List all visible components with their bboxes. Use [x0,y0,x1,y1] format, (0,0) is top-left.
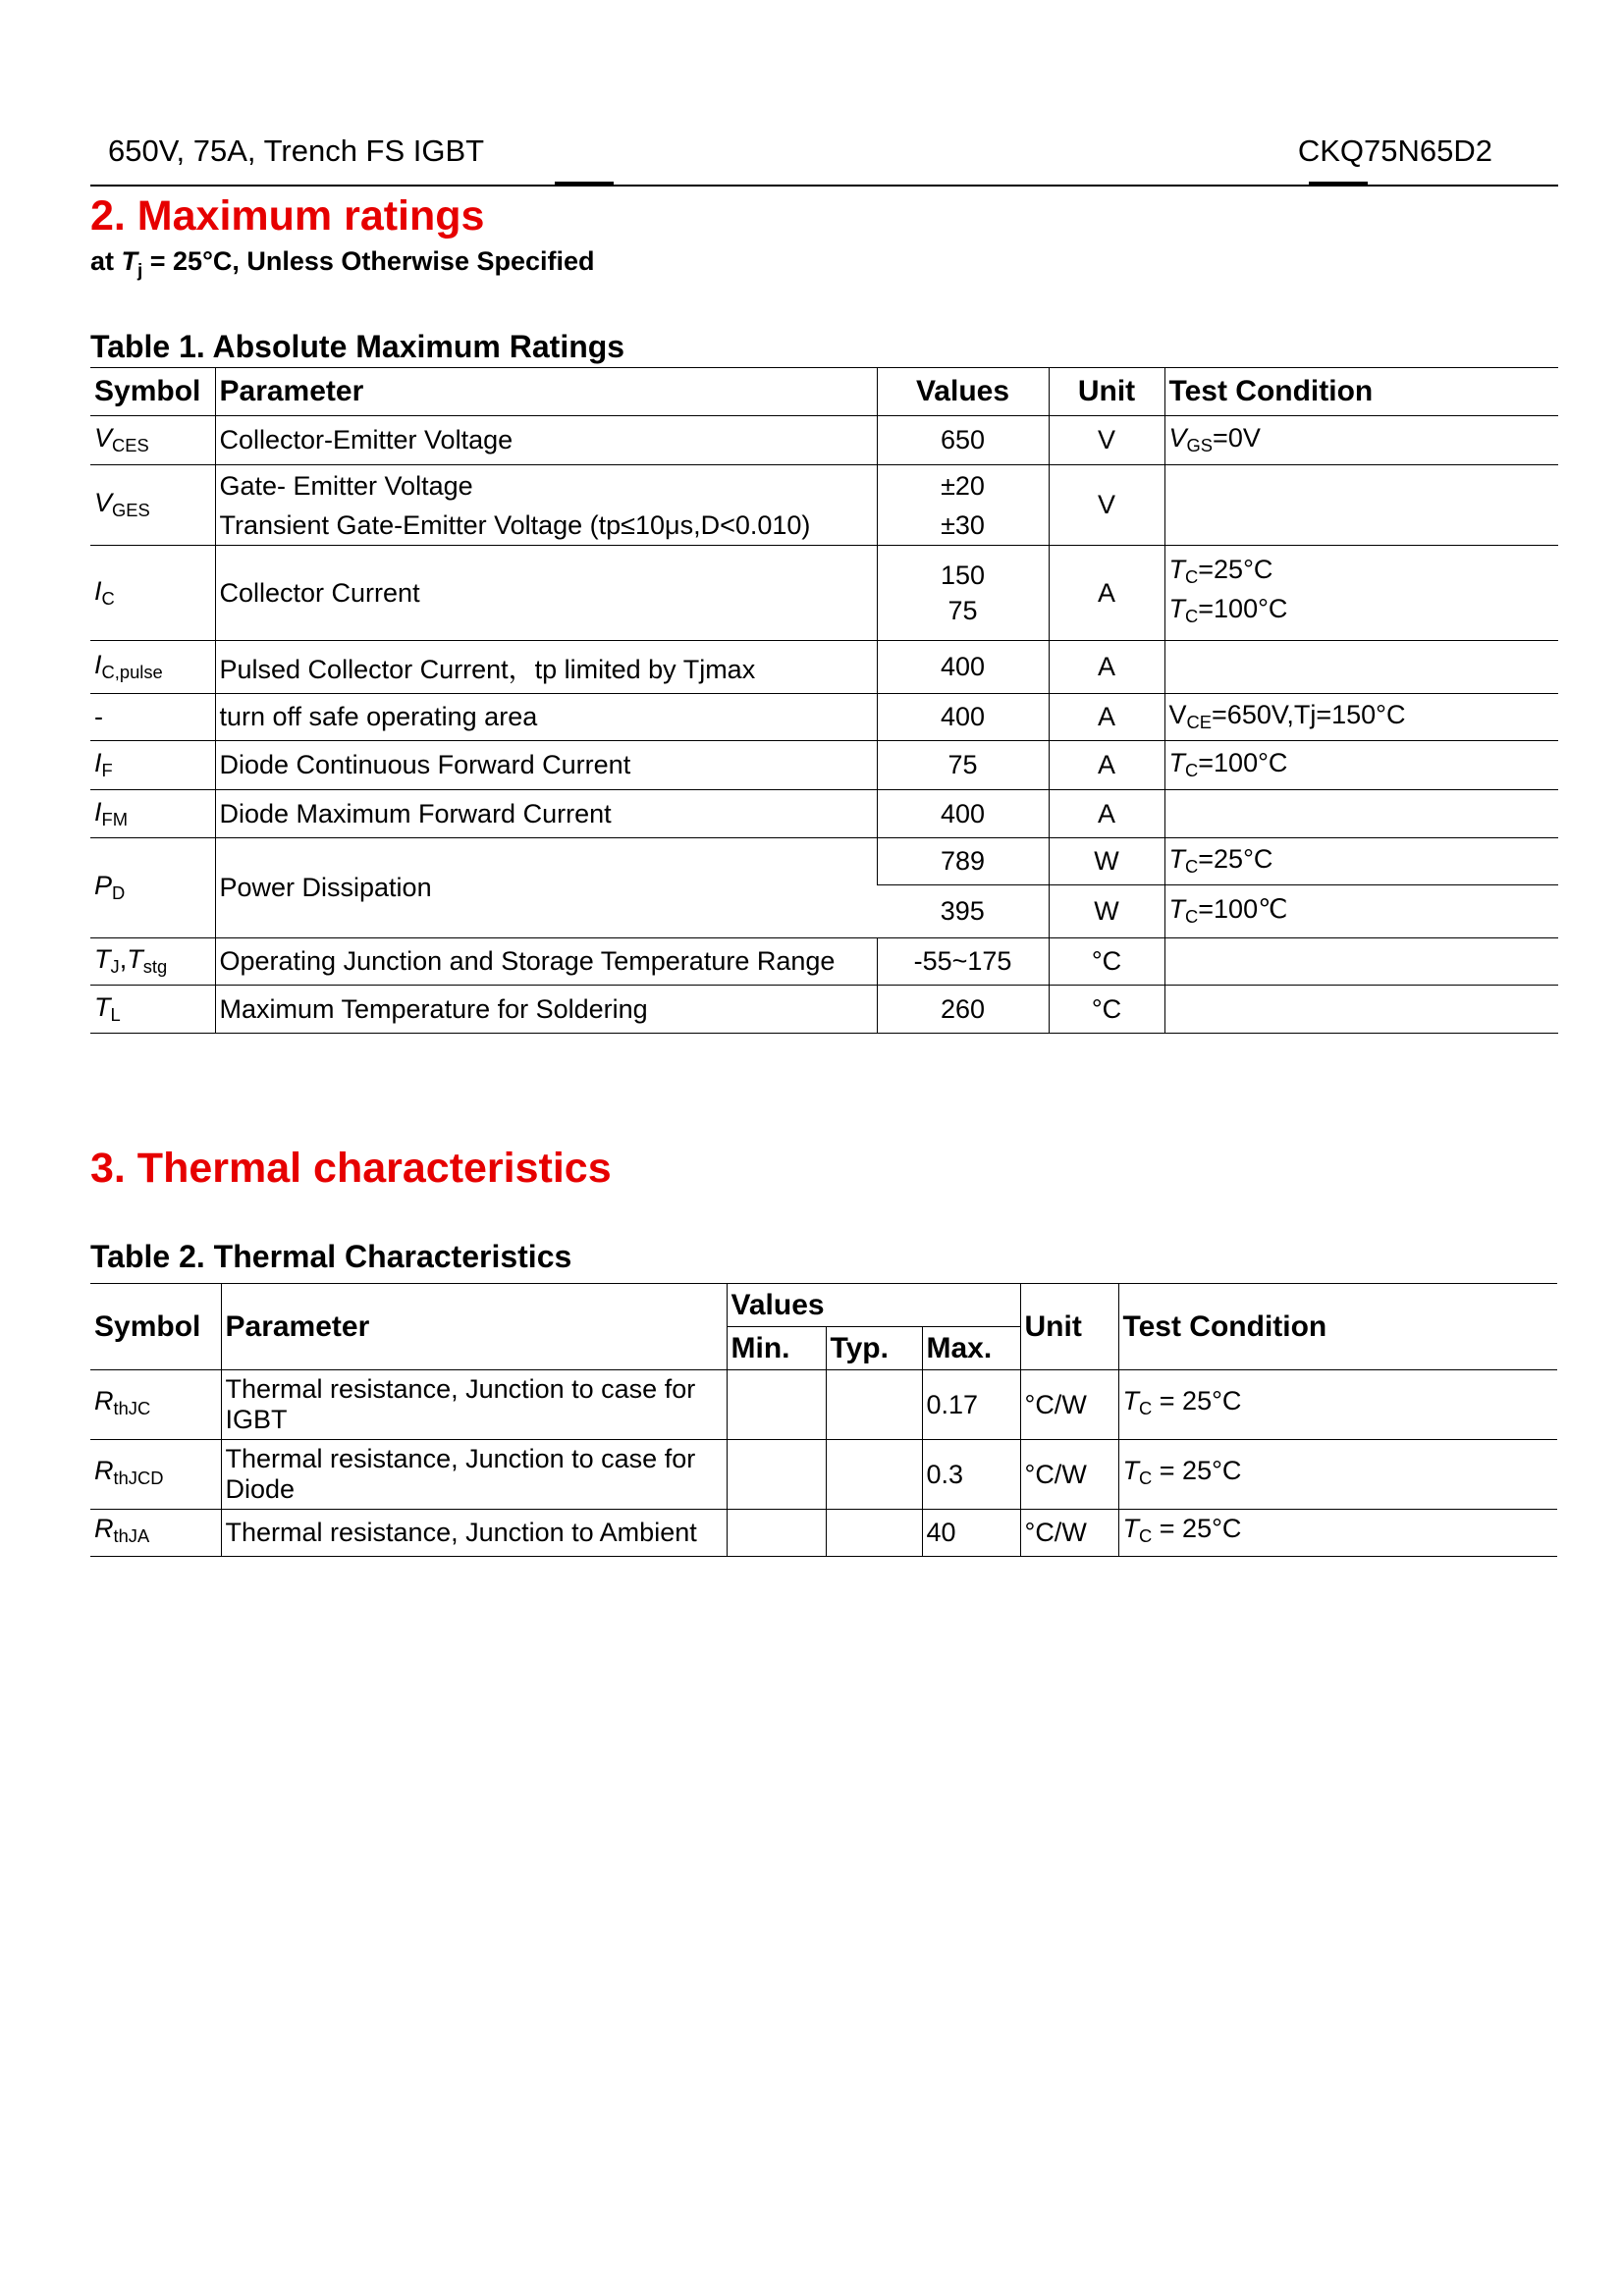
value-cell: ±20 ±30 [877,465,1049,546]
table-row [90,938,1558,986]
part-number: CKQ75N65D2 [1297,133,1492,168]
header-parameter: Parameter [215,368,877,416]
section-title-thermal-characteristics: 3. Thermal characteristics [90,1145,612,1192]
max-cell: 40 [922,1510,1020,1557]
table-row [90,416,1558,465]
absolute-maximum-ratings-table [90,367,1558,1034]
value-cell: 650 [877,416,1049,465]
header-values: Values [727,1284,1020,1327]
header-rule-accent [555,182,614,186]
parameter-cell: Collector Current [215,546,877,641]
typ-cell [826,1370,922,1440]
symbol-cell: $T_L$ [90,986,215,1034]
min-cell [727,1370,826,1440]
table-row [90,546,1558,641]
header-unit: Unit [1049,368,1164,416]
unit-cell: °C/W [1020,1510,1118,1557]
header-symbol: Symbol [90,1284,221,1370]
table-row [90,465,1558,546]
symbol-cell: $I_{C,pulse}$ [90,641,215,694]
table-row [90,1440,1557,1510]
header-typ: Typ. [826,1327,922,1370]
min-cell [727,1510,826,1557]
unit-cell: A [1049,641,1164,694]
table-row [90,838,1558,885]
parameter-cell: Operating Junction and Storage Temperature Range [215,938,877,986]
parameter-cell: Gate- Emitter Voltage Transient Gate-Emitter Voltage (tp≤10μs,D<0.010) [215,465,877,546]
table-row [90,790,1558,838]
table-row [90,741,1558,790]
table-header-row [90,1284,1557,1327]
unit-cell: W [1049,838,1164,885]
condition-cell [1164,986,1558,1034]
parameter-cell: Thermal resistance, Junction to Ambient [221,1510,727,1557]
header-rule-accent [1309,182,1368,186]
parameter-cell: Diode Maximum Forward Current [215,790,877,838]
max-cell: 0.3 [922,1440,1020,1510]
parameter-cell: Diode Continuous Forward Current [215,741,877,790]
parameter-cell: Thermal resistance, Junction to case for IGBT [221,1370,727,1440]
max-cell: 0.17 [922,1370,1020,1440]
symbol-cell: $I_F$ [90,741,215,790]
value-cell: 150 75 [877,546,1049,641]
symbol-cell: $V_{CES}$ [90,416,215,465]
table-row [90,694,1558,741]
parameter-cell: Power Dissipation [215,838,877,938]
parameter-cell: Collector-Emitter Voltage [215,416,877,465]
value-cell: 789 [877,838,1049,885]
unit-cell: °C/W [1020,1440,1118,1510]
condition-cell [1164,641,1558,694]
header-min: Min. [727,1327,826,1370]
header-unit: Unit [1020,1284,1118,1370]
unit-cell: W [1049,885,1164,938]
value-cell: 260 [877,986,1049,1034]
condition-cell: $V_{CE}=650V,Tj=150^\circ C$ [1164,694,1558,741]
symbol-cell: $P_D$ [90,838,215,938]
condition-cell: $T_C=100℃$ [1164,885,1558,938]
parameter-cell: turn off safe operating area [215,694,877,741]
table-header-row [90,368,1558,416]
table1-caption: Table 1. Absolute Maximum Ratings [90,329,625,364]
condition-cell [1164,465,1558,546]
value-cell: 395 [877,885,1049,938]
condition-cell: $T_C = 25^\circ C$ [1118,1370,1557,1440]
value-cell: 400 [877,790,1049,838]
table-row [90,641,1558,694]
unit-cell: A [1049,741,1164,790]
condition-cell: $T_C=25^\circ C$ [1164,838,1558,885]
condition-cell: $V_{GS}=0V$ [1164,416,1558,465]
value-cell: -55~175 [877,938,1049,986]
thermal-characteristics-table [90,1283,1557,1557]
symbol-cell: $R_{thJA}$ [90,1510,221,1557]
value-cell: 75 [877,741,1049,790]
symbol-cell: $I_C$ [90,546,215,641]
table2-caption: Table 2. Thermal Characteristics [90,1239,572,1274]
table-row [90,986,1558,1034]
header-max: Max. [922,1327,1020,1370]
symbol-cell: $R_{thJC}$ [90,1370,221,1440]
parameter-cell: Pulsed Collector Current，tp limited by Tjmax [215,641,877,694]
parameter-cell: Thermal resistance, Junction to case for Diode [221,1440,727,1510]
symbol-cell: $V_{GES}$ [90,465,215,546]
unit-cell: A [1049,790,1164,838]
section-title-maximum-ratings: 2. Maximum ratings [90,192,485,240]
unit-cell: °C [1049,938,1164,986]
symbol-cell: - [90,694,215,741]
typ-cell [826,1440,922,1510]
condition-cell [1164,938,1558,986]
unit-cell: A [1049,546,1164,641]
typ-cell [826,1510,922,1557]
value-cell: 400 [877,694,1049,741]
header-symbol: Symbol [90,368,215,416]
header-values: Values [877,368,1049,416]
condition-cell [1164,790,1558,838]
unit-cell: °C [1049,986,1164,1034]
table-row [90,1370,1557,1440]
unit-cell: A [1049,694,1164,741]
doc-title: 650V, 75A, Trench FS IGBT [108,133,485,168]
symbol-cell: $T_J,T_{stg}$ [90,938,215,986]
condition-cell: $T_C=100^\circ C$ [1164,741,1558,790]
header-parameter: Parameter [221,1284,727,1370]
ratings-condition-note: at $T_j = 25^\circ C$, Unless Otherwise Specified [90,246,595,282]
condition-cell: $T_C = 25^\circ C$ [1118,1510,1557,1557]
header-test-condition: Test Condition [1118,1284,1557,1370]
condition-cell: $T_C=25^\circ C$ $T_C=100^\circ C$ [1164,546,1558,641]
parameter-cell: Maximum Temperature for Soldering [215,986,877,1034]
symbol-cell: $R_{thJCD}$ [90,1440,221,1510]
condition-cell: $T_C = 25^\circ C$ [1118,1440,1557,1510]
symbol-cell: $I_{FM}$ [90,790,215,838]
min-cell [727,1440,826,1510]
table-row [90,1510,1557,1557]
unit-cell: V [1049,465,1164,546]
header-test-condition: Test Condition [1164,368,1558,416]
unit-cell: °C/W [1020,1370,1118,1440]
unit-cell: V [1049,416,1164,465]
value-cell: 400 [877,641,1049,694]
